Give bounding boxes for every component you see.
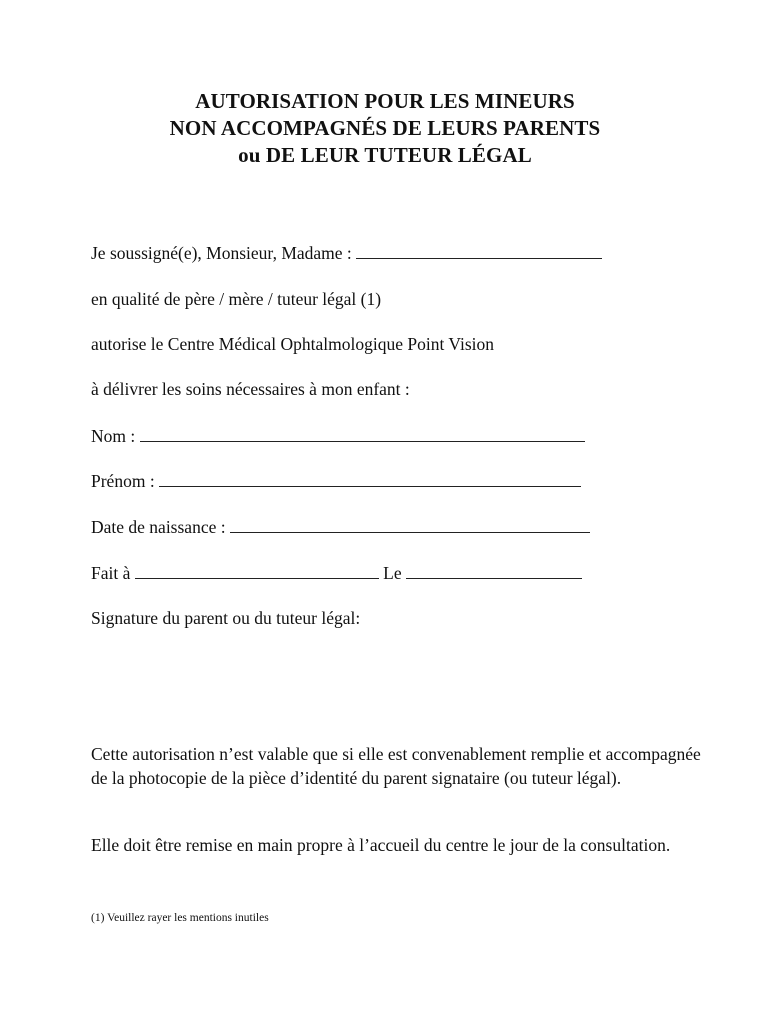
deliver-text: à délivrer les soins nécessaires à mon enfant : [91, 379, 410, 399]
deliver-row [91, 378, 410, 400]
nom-label: Nom : [91, 426, 136, 446]
place-date-row [91, 562, 582, 584]
undersigned-row [91, 242, 602, 264]
nom-field[interactable] [140, 427, 585, 442]
date-field[interactable] [406, 564, 582, 579]
title-line-3: ou DE LEUR TUTEUR LÉGAL [238, 143, 532, 167]
undersigned-label: Je soussigné(e), Monsieur, Madame : [91, 243, 352, 263]
nom-row [91, 425, 585, 447]
authorize-text: autorise le Centre Médical Ophtalmologique Point Vision [91, 334, 495, 354]
handover-notice: Elle doit être remise en main propre à l’accueil du centre le jour de la consultation. [91, 835, 671, 855]
birthdate-label: Date de naissance : [91, 517, 226, 537]
footnote: (1) Veuillez rayer les mentions inutiles [91, 912, 269, 924]
validity-notice: Cette autorisation n’est valable que si elle est convenablement remplie et accompagnée de la photocopie de la pièce d’identité du parent signataire (ou tuteur légal). [91, 744, 701, 788]
prenom-field[interactable] [159, 472, 581, 487]
document-title [0, 88, 770, 169]
undersigned-name-field[interactable] [356, 244, 602, 259]
le-label: Le [383, 563, 402, 583]
birthdate-row [91, 516, 590, 538]
authorize-row [91, 333, 494, 355]
title-line-1: AUTORISATION POUR LES MINEURS [195, 89, 575, 113]
place-field[interactable] [135, 564, 379, 579]
quality-text: en qualité de père / mère / tuteur légal (1) [91, 289, 382, 309]
signature-row [91, 607, 360, 629]
prenom-label: Prénom : [91, 471, 155, 491]
signature-label: Signature du parent ou du tuteur légal: [91, 608, 361, 628]
fait-label: Fait à [91, 563, 131, 583]
prenom-row [91, 470, 581, 492]
quality-row [91, 288, 381, 310]
birthdate-field[interactable] [230, 518, 590, 533]
title-line-2: NON ACCOMPAGNÉS DE LEURS PARENTS [169, 116, 601, 140]
